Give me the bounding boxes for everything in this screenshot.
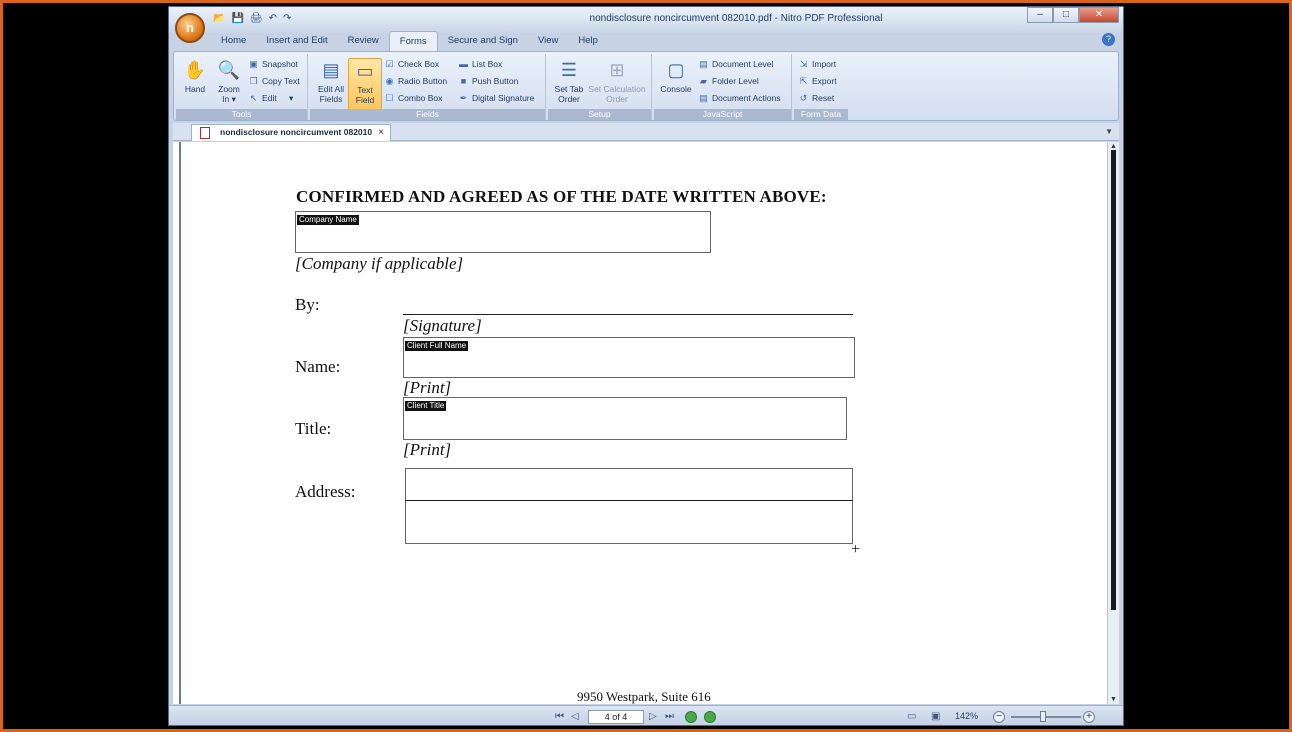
group-label-tools: Tools: [176, 109, 307, 120]
group-label-setup: Setup: [548, 109, 651, 120]
window-controls: [1027, 7, 1119, 23]
copy-icon: ❐: [249, 76, 258, 86]
open-icon[interactable]: 📂: [213, 13, 226, 24]
tab-view[interactable]: View: [537, 35, 559, 46]
back-view-icon[interactable]: [685, 711, 697, 723]
print-caption-name: [Print]: [403, 378, 452, 397]
folder-icon: ▰: [700, 76, 707, 86]
page-number-input[interactable]: 4 of 4: [588, 710, 644, 724]
reset-button[interactable]: ↺ Reset: [799, 93, 835, 103]
signature-pen-icon: ✒: [459, 93, 468, 103]
import-icon: ⇲: [799, 59, 808, 69]
push-button-icon: ■: [460, 76, 467, 86]
ribbon-tabs: [169, 31, 1123, 51]
reset-icon: ↺: [799, 93, 808, 103]
window-title: nondisclosure noncircumvent 082010.pdf - Nitro PDF Professional: [589, 13, 883, 24]
document-tab-bar: [173, 123, 1119, 141]
set-tab-order-button[interactable]: ☰ Set Tab Order: [554, 60, 584, 104]
folder-level-button[interactable]: ▰ Folder Level: [698, 74, 759, 88]
print-caption-title: [Print]: [403, 440, 452, 459]
address-field[interactable]: [405, 468, 853, 544]
company-name-field[interactable]: [295, 211, 711, 253]
tab-help[interactable]: Help: [578, 35, 598, 46]
last-page-icon[interactable]: ⏭: [665, 711, 674, 722]
document-icon: ▤: [699, 59, 708, 69]
app-window: [168, 6, 1124, 726]
client-full-name-field-label: Client Full Name: [407, 341, 467, 350]
address-line-1: [405, 500, 853, 501]
export-button[interactable]: ⇱ Export: [799, 76, 837, 86]
maximize-button[interactable]: □: [1053, 7, 1079, 23]
list-box-button[interactable]: ▬ List Box: [459, 59, 503, 69]
hand-button[interactable]: ✋ Hand: [183, 60, 207, 94]
zoom-level[interactable]: 142%: [955, 711, 979, 721]
list-box-icon: ▬: [459, 59, 468, 69]
vertical-scrollbar[interactable]: [1107, 142, 1119, 704]
previous-page-icon[interactable]: ◁: [571, 711, 579, 722]
minimize-button[interactable]: –: [1027, 7, 1053, 23]
group-form-data: [794, 54, 848, 120]
set-calculation-order-button[interactable]: ⊞ Set Calculation Order: [588, 60, 646, 104]
snapshot-button[interactable]: ▣ Snapshot: [249, 59, 298, 69]
radio-button-button[interactable]: ◉ Radio Button: [385, 76, 448, 86]
tab-order-icon: ☰: [560, 60, 578, 80]
document-level-button[interactable]: ▤ Document Level: [699, 59, 774, 69]
ribbon: [173, 51, 1119, 121]
zoom-in-button[interactable]: 🔍 Zoom In ▾: [217, 60, 241, 104]
actions-icon: ▤: [699, 93, 708, 103]
zoom-slider[interactable]: [1011, 716, 1081, 718]
name-label: Name:: [295, 357, 341, 376]
quick-access-toolbar: [213, 13, 291, 24]
company-name-field-label: Company Name: [299, 215, 357, 224]
calculation-order-icon: ⊞: [609, 60, 625, 80]
signature-line: [403, 314, 853, 315]
push-button-button[interactable]: ■ Push Button: [458, 74, 518, 88]
page-layout-icon[interactable]: ▭: [907, 711, 917, 722]
zoom-icon: 🔍: [217, 60, 241, 80]
group-setup: [548, 54, 652, 120]
zoom-out-icon[interactable]: −: [993, 711, 1005, 723]
title-label: Title:: [295, 419, 332, 438]
text-field-button[interactable]: ▭ Text Field: [348, 58, 382, 110]
import-button[interactable]: ⇲ Import: [799, 59, 837, 69]
pdf-icon: [200, 127, 210, 139]
status-bar: [169, 705, 1123, 726]
crosshair-cursor-icon: +: [851, 541, 861, 558]
zoom-in-icon[interactable]: +: [1083, 711, 1095, 723]
console-button[interactable]: ▢ Console: [660, 60, 692, 94]
edit-fields-icon: ▤: [322, 60, 340, 80]
group-fields: [310, 54, 546, 120]
forward-view-icon[interactable]: [704, 711, 716, 723]
save-icon[interactable]: 💾: [231, 13, 244, 24]
digital-signature-button[interactable]: ✒ Digital Signature: [459, 93, 535, 103]
first-page-icon[interactable]: ⏮: [555, 711, 564, 722]
export-icon: ⇱: [799, 76, 808, 86]
checkbox-icon: ☑: [385, 59, 394, 69]
tab-forms[interactable]: Forms: [389, 31, 438, 51]
title-bar: [169, 7, 1123, 33]
document-area: [173, 142, 1119, 704]
tab-home[interactable]: Home: [221, 35, 247, 46]
scrollbar-thumb[interactable]: [1111, 150, 1116, 610]
pdf-page: [179, 142, 1101, 704]
footer-address: 9950 Westpark, Suite 616: [577, 689, 711, 704]
radio-icon: ◉: [385, 76, 394, 86]
view-mode-icon[interactable]: ▣: [931, 711, 941, 722]
client-full-name-field[interactable]: [403, 337, 855, 378]
group-label-javascript: JavaScript: [654, 109, 791, 120]
redo-icon[interactable]: ↷: [283, 13, 292, 24]
tab-secure-and-sign[interactable]: Secure and Sign: [447, 35, 518, 46]
combo-box-icon: ☐: [385, 93, 394, 103]
camera-icon: ▣: [249, 59, 258, 69]
next-page-icon[interactable]: ▷: [649, 711, 657, 722]
document-tab[interactable]: nondisclosure noncircumvent 082010 ×: [191, 124, 391, 141]
zoom-slider-thumb[interactable]: [1040, 711, 1046, 722]
agreement-heading: CONFIRMED AND AGREED AS OF THE DATE WRITTEN ABOVE:: [296, 187, 827, 206]
check-box-button[interactable]: ☑ Check Box: [385, 59, 440, 69]
close-tab-icon[interactable]: ×: [378, 127, 384, 138]
tab-insert-and-edit[interactable]: Insert and Edit: [266, 35, 328, 46]
console-icon: ▢: [667, 60, 685, 80]
scroll-down-icon[interactable]: ▼: [1110, 696, 1117, 703]
document-actions-button[interactable]: ▤ Document Actions: [699, 93, 781, 103]
scroll-up-icon[interactable]: ▲: [1110, 143, 1117, 150]
hand-icon: ✋: [183, 60, 207, 80]
edit-icon: ↖: [249, 93, 258, 103]
client-title-field-label: Client Title: [407, 401, 445, 410]
app-menu-button[interactable]: n: [175, 13, 205, 43]
print-icon[interactable]: 🖨: [249, 13, 263, 24]
edit-all-fields-button[interactable]: ▤ Edit All Fields: [318, 60, 344, 104]
client-title-field[interactable]: [403, 397, 847, 440]
tab-list-arrow-icon[interactable]: ▼: [1105, 127, 1113, 136]
undo-icon[interactable]: ↶: [268, 13, 277, 24]
combo-box-button[interactable]: ☐ Combo Box: [385, 93, 443, 103]
text-field-icon: ▭: [356, 61, 374, 81]
group-label-fields: Fields: [310, 109, 545, 120]
by-label: By:: [295, 295, 320, 314]
address-label: Address:: [295, 482, 356, 501]
tab-review[interactable]: Review: [347, 35, 379, 46]
edit-button[interactable]: ↖ Edit ▾: [249, 93, 294, 103]
copy-text-button[interactable]: ❐ Copy Text: [249, 76, 300, 86]
close-button[interactable]: ✕: [1079, 7, 1119, 23]
group-label-form-data: Form Data: [794, 109, 848, 120]
group-javascript: [654, 54, 792, 120]
company-caption: [Company if applicable]: [295, 254, 464, 273]
help-icon[interactable]: ?: [1102, 33, 1115, 46]
signature-caption: [Signature]: [403, 316, 482, 335]
group-tools: [176, 54, 308, 120]
